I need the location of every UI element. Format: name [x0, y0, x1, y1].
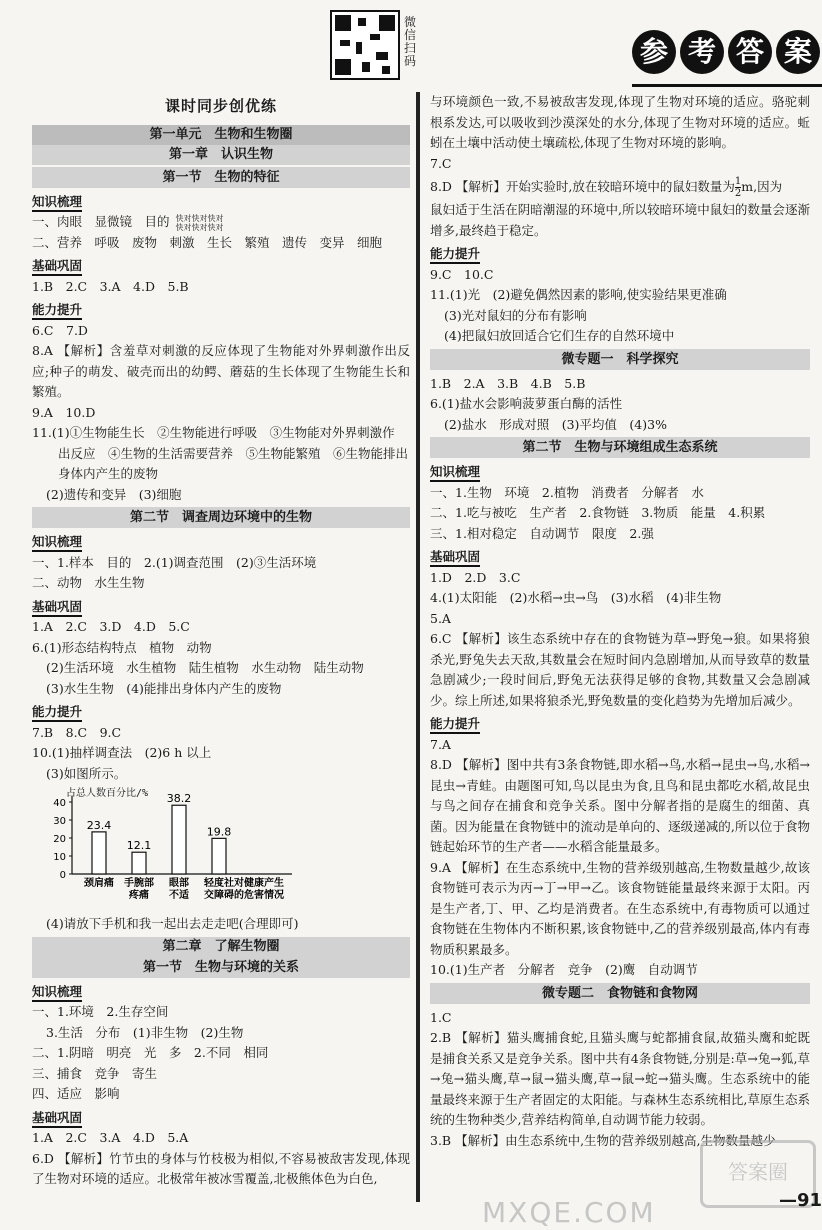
answer-line: 9.A 10.D	[32, 404, 96, 420]
answer-line: 二、动物 水生生物	[32, 575, 145, 590]
answer-line: (4)把鼠妇放回适合它们生存的自然环境中	[444, 328, 675, 343]
section-heading: 第二节 调查周边环境中的生物	[32, 507, 410, 528]
x-tick-label: 交障碍	[204, 890, 234, 901]
answer-line: 1.B 2.C 3.A 4.D 5.B	[32, 278, 189, 294]
answer-line: (3)光对鼠妇的分布有影响	[444, 307, 587, 323]
answer-line: (2)生活环境 水生植物 陆生植物 水生动物 陆生动物	[46, 660, 364, 675]
x-tick-label: 手腕部	[124, 878, 154, 889]
y-tick-label: 20	[53, 834, 66, 845]
answer-line: (3)如图所示。	[46, 765, 127, 781]
answer-line: 1.A 2.C 3.D 4.D 5.C	[32, 619, 190, 634]
answer-line: 5.A	[430, 610, 451, 626]
answer-line: 二、1.吃与被吃 生产者 2.食物链 3.物质 能量 4.积累	[430, 505, 766, 520]
answer-line: 出反应 ④生物的生活需要营养 ⑤生物能繁殖 ⑥生物能排出	[58, 445, 409, 461]
answer-line: 9.C 10.C	[430, 266, 494, 282]
bar-value-label: 19.8	[206, 825, 232, 839]
y-axis-label: 占总人数百分比/%	[66, 788, 149, 799]
label-advanced: 能力提升	[32, 702, 410, 723]
answer-paragraph: 与环境颜色一致,不易被敌害发现,体现了生物对环境的适应。骆驼刺根系发达,可以吸收到沙漠深处的水分,体现了生物对环境的适应。蚯蚓在土壤中活动使土壤疏松,体现了生物对环境的影响。	[430, 94, 810, 150]
column-divider	[416, 92, 420, 1202]
banner-char: 考	[680, 30, 724, 74]
answer-paragraph: 6.C 【解析】该生态系统中存在的食物链为草→野兔→狼。如果将狼杀光,野兔失去天敌,其数量会在短时间内急剧增加,从而导致草的数量急剧减少;一段时间后,野兔无法获得足够的食物,其数量又会急剧减少。综上所述,如果将狼杀光,野兔数量的变化趋势为先增加后减少。	[430, 631, 810, 708]
answer-paragraph: 9.A 【解析】在生态系统中,生物的营养级别越高,生物数量越少,故该食物链可表示为丙→丁→甲→乙。该食物链能量最终来源于太阳。丙是生产者,丁、甲、乙均是消费者。在生态系统中,有毒物质可以通过食物链在生物体内不断积累,该食物链中,乙的营养级别最高,体内有毒物质积累最多。	[430, 859, 810, 957]
page-header	[0, 0, 822, 96]
bar-chart-svg	[36, 786, 336, 914]
bar-value-label: 23.4	[86, 818, 112, 832]
label-basic: 基础巩固	[32, 256, 410, 277]
label-advanced: 能力提升	[32, 300, 410, 321]
answer-line: 四、适应 影响	[32, 1086, 120, 1101]
qr-label: 微信扫码	[404, 15, 417, 68]
x-tick-label: 眼部	[169, 878, 189, 889]
x-tick-label: 对健康产生	[234, 878, 284, 889]
answer-line: 7.A	[430, 736, 451, 752]
answer-line: 一、1.环境 2.生存空间	[32, 1004, 169, 1019]
section-heading: 第二节 生物与环境组成生态系统	[430, 437, 810, 458]
banner-char: 案	[776, 30, 820, 74]
answer-line: 7.C	[430, 155, 452, 171]
answer-line: (4)请放下手机和我一起出去走走吧(合理即可)	[46, 916, 299, 931]
answer-line: 3.B 【解析】由生态系统中,生物的营养级别越高,生物数量越少	[430, 1132, 776, 1148]
answer-line: 一、1.生物 环境 2.植物 消费者 分解者 水	[430, 484, 704, 500]
label-advanced: 能力提升	[430, 714, 810, 735]
banner-char: 参	[632, 30, 676, 74]
answer-paragraph: 2.B 【解析】猫头鹰捕食蛇,且猫头鹰与蛇都捕食鼠,故猫头鹰和蛇既是捕食关系又是竞争关系。图中共有4条食物链,分别是:草→兔→狐,草→兔→猫头鹰,草→鼠→猫头鹰,草→鼠→蛇→猫头鹰。生态系统中的能量最终来源于生产者固定的太阳能。与森林生态系统相比,草原生态系统的生物种类少,营养结构简单,自动调节能力较弱。	[430, 1030, 810, 1127]
topic-heading: 微专题一 科学探究	[430, 349, 810, 370]
watermark-logo: 答案圈	[700, 1140, 816, 1208]
label-knowledge: 知识梳理	[32, 192, 410, 213]
answer-line: 6.(1)盐水会影响菠萝蛋白酶的活性	[430, 396, 623, 411]
fraction: $\frac{1}{2}$	[734, 176, 742, 199]
answer-line: (2)盐水 形成对照 (3)平均值 (4)3%	[444, 416, 667, 432]
x-tick-label: 颈肩痛	[84, 878, 114, 889]
answer-paragraph: 8.A 【解析】含羞草对刺激的反应体现了生物能对外界刺激作出反应;种子的萌发、破壳而出的幼鳄、蘑菇的生长体现了生物能生长和繁殖。	[32, 343, 410, 399]
answer-line: 10.(1)生产者 分解者 竞争 (2)鹰 自动调节	[430, 962, 698, 977]
chapter-heading: 第一章 认识生物	[32, 145, 410, 165]
label-basic: 基础巩固	[430, 547, 810, 568]
label-advanced: 能力提升	[430, 244, 810, 265]
answer-line: 8.D 【解析】开始实验时,放在较暗环境中的鼠妇数量为$\frac{1}{2}$ m,因为	[430, 176, 783, 199]
bar-value-label: 38.2	[166, 792, 192, 806]
answer-line: 4.(1)太阳能 (2)水稻→虫→鸟 (3)水稻 (4)非生物	[430, 590, 722, 605]
answer-line: 三、1.相对稳定 自动调节 限度 2.强	[430, 525, 654, 541]
answer-line: 1.B 2.A 3.B 4.B 5.B	[430, 375, 586, 391]
answer-banner	[632, 30, 820, 82]
answer-line: 二、1.阴暗 明亮 光 多 2.不同 相同	[32, 1045, 269, 1060]
unit-heading: 第一单元 生物和生物圈	[32, 125, 410, 145]
bar	[172, 805, 186, 874]
answer-line: 6.C 7.D	[32, 322, 88, 338]
y-tick-label: 10	[53, 852, 66, 863]
answer-line: 10.(1)抽样调查法 (2)6 h 以上	[32, 745, 212, 760]
label-basic: 基础巩固	[32, 597, 410, 618]
answer-line: (2)遗传和变异 (3)细胞	[46, 486, 182, 502]
answer-line: 身体内产生的废物	[58, 466, 159, 481]
answer-line: 6.(1)形态结构特点 植物 动物	[32, 639, 212, 655]
label-knowledge: 知识梳理	[430, 462, 810, 483]
bar-chart	[36, 786, 410, 914]
answer-line: 11.(1)光 (2)避免偶然因素的影响,使实验结果更准确	[430, 287, 727, 302]
banner-char: 答	[728, 30, 772, 74]
watermark-site: MXQE.COM	[482, 1196, 656, 1229]
chapter-heading: 第二章 了解生物圈	[32, 937, 410, 957]
header-rule	[632, 84, 822, 87]
label-basic: 基础巩固	[32, 1108, 410, 1129]
answer-paragraph: 6.D 【解析】竹节虫的身体与竹枝极为相似,不容易被敌害发现,体现了生物对环境的适应。北极常年被冰雪覆盖,北极熊体色为白色,	[32, 1150, 410, 1186]
y-tick-label: 30	[53, 816, 66, 827]
answer-line: 1.A 2.C 3.A 4.D 5.A	[32, 1130, 189, 1145]
section-heading: 第一节 生物的特征	[32, 167, 410, 188]
x-tick-label: 不适	[169, 890, 189, 901]
page-number: —91	[778, 1190, 822, 1211]
label-knowledge: 知识梳理	[32, 982, 410, 1003]
answer-line: 3.生活 分布 (1)非生物 (2)生物	[46, 1024, 244, 1040]
bar	[92, 832, 106, 874]
y-tick-label: 0	[59, 870, 66, 881]
right-column	[430, 92, 810, 1151]
bar	[132, 852, 146, 874]
x-tick-label: 的危害情况	[234, 890, 284, 901]
bar-value-label: 12.1	[126, 839, 152, 853]
answer-line: 一、1.样本 目的 2.(1)调查范围 (2)③生活环境	[32, 554, 317, 570]
answer-line: 二、营养 呼吸 废物 刺激 生长 繁殖 遗传 变异 细胞	[32, 234, 383, 250]
x-tick-label: 疼痛	[129, 890, 149, 901]
answer-line: 11.(1)①生物能生长 ②生物能进行呼吸 ③生物能对外界刺激作	[32, 425, 395, 440]
answer-line: 1.D 2.D 3.C	[430, 569, 521, 585]
answer-paragraph: 8.D 【解析】图中共有3条食物链,即水稻→鸟,水稻→昆虫→鸟,水稻→昆虫→青蛙。由题图可知,鸟以昆虫为食,且鸟和昆虫都吃水稻,故昆虫与鸟之间存在捕食和竞争关系。图中分解者指的是腐生的细菌、真菌。因为能量在食物链中的流动是单向的、逐级递减的,所以位于食物链起始环节的生产者——水稻含能量最多。	[430, 757, 810, 854]
tiny-note: 快对快对快对 快对快对快对	[175, 213, 224, 232]
page-title: 课时同步创优练	[164, 97, 277, 115]
answer-line: 7.B 8.C 9.C	[32, 724, 122, 740]
answer-line: 1.C	[430, 1009, 452, 1025]
answer-line: 三、捕食 竞争 寄生	[32, 1065, 158, 1081]
answer-paragraph: 鼠妇适于生活在阴暗潮湿的环境中,所以较暗环境中鼠妇的数量会逐渐增多,最终趋于稳定。	[430, 202, 810, 238]
x-tick-label: 轻度社	[204, 878, 234, 889]
section-heading: 第一节 生物与环境的关系	[32, 957, 410, 978]
answer-line: (3)水生生物 (4)能排出身体内产生的废物	[46, 680, 282, 696]
bar	[212, 838, 226, 874]
topic-heading: 微专题二 食物链和食物网	[430, 983, 810, 1004]
y-tick-label: 40	[53, 798, 66, 809]
answer-line: 一、肉眼 显微镜 目的 快对快对快对 快对快对快对	[32, 213, 224, 232]
left-column	[32, 92, 410, 1190]
qr-code[interactable]	[330, 10, 400, 80]
label-knowledge: 知识梳理	[32, 532, 410, 553]
